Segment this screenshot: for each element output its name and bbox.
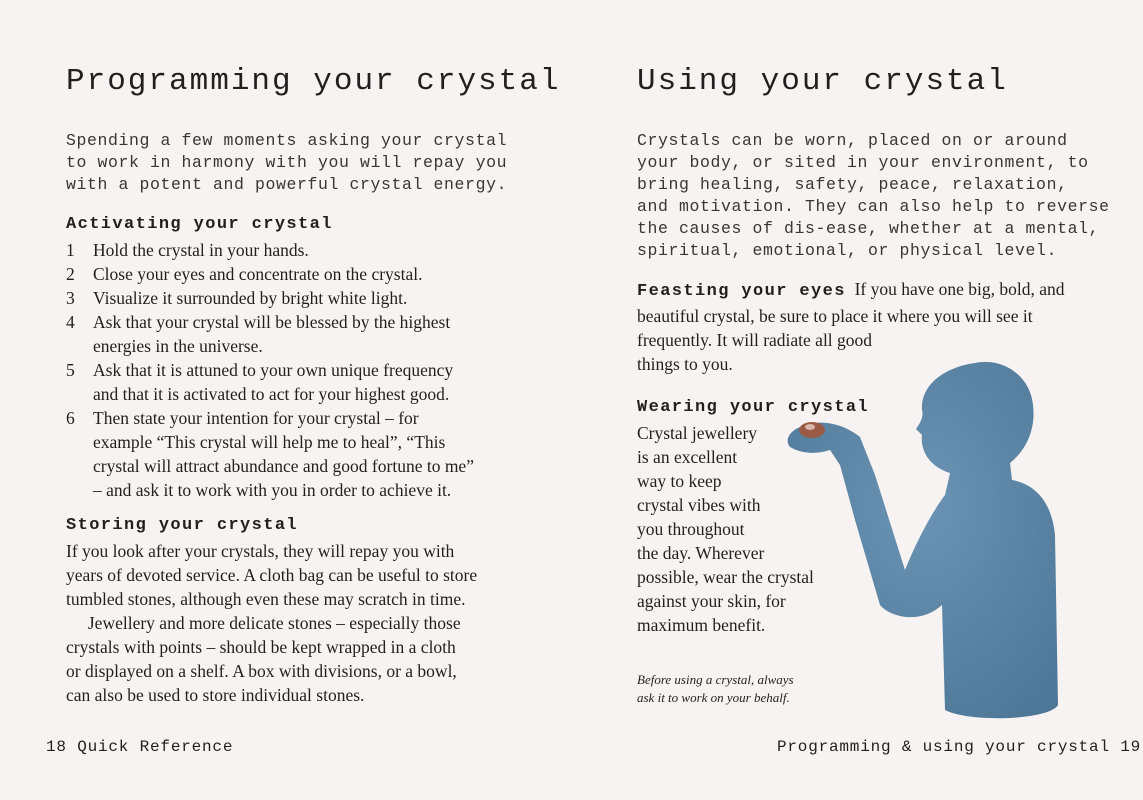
text-line: tumbled stones, although even these may scratch in time. bbox=[66, 589, 466, 609]
step-text: Hold the crystal in your hands. bbox=[93, 240, 309, 260]
text-line: spiritual, emotional, or physical level. bbox=[637, 241, 1058, 260]
right-intro bbox=[637, 130, 1110, 262]
step-number: 2 bbox=[66, 264, 75, 284]
text-line: If you look after your crystals, they will repay you with bbox=[66, 541, 455, 561]
left-intro bbox=[66, 130, 507, 196]
left-footer: 18 Quick Reference bbox=[46, 738, 234, 756]
caption bbox=[637, 671, 794, 707]
text-line: way to keep bbox=[637, 471, 722, 491]
step-text: – and ask it to work with you in order to achieve it. bbox=[93, 480, 452, 500]
step-text: Visualize it surrounded by bright white light. bbox=[93, 288, 408, 308]
activating-heading: Activating your crystal bbox=[66, 215, 333, 234]
feasting-heading: Feasting your eyes bbox=[637, 282, 846, 301]
text-line: years of devoted service. A cloth bag can be useful to store bbox=[66, 565, 478, 585]
step-text: Then state your intention for your crystal – for bbox=[93, 408, 419, 428]
right-footer: Programming & using your crystal 19 bbox=[777, 738, 1142, 756]
text-line: the causes of dis-ease, whether at a mental, bbox=[637, 219, 1100, 238]
text-line: Crystal jewellery bbox=[637, 423, 758, 443]
text-line: frequently. It will radiate all good bbox=[637, 330, 873, 350]
list-item bbox=[66, 406, 474, 502]
right-page-title: Using your crystal bbox=[637, 64, 1008, 99]
feasting-first-line: If you have one big, bold, and bbox=[854, 279, 1065, 299]
text-line: Jewellery and more delicate stones – especially those bbox=[66, 613, 461, 633]
text-line: beautiful crystal, be sure to place it where you will see it bbox=[637, 306, 1033, 326]
list-item bbox=[66, 238, 474, 262]
text-line: things to you. bbox=[637, 354, 733, 374]
step-number: 4 bbox=[66, 312, 75, 332]
step-number: 1 bbox=[66, 240, 75, 260]
step-number: 6 bbox=[66, 408, 75, 428]
activating-steps bbox=[66, 238, 474, 502]
text-line: with a potent and powerful crystal energy. bbox=[66, 175, 508, 194]
text-line: ask it to work on your behalf. bbox=[637, 690, 790, 705]
text-line: is an excellent bbox=[637, 447, 738, 467]
text-line: and motivation. They can also help to reverse bbox=[637, 197, 1110, 216]
list-item bbox=[66, 358, 474, 406]
list-item bbox=[66, 310, 474, 358]
text-line: the day. Wherever bbox=[637, 543, 765, 563]
text-line: or displayed on a shelf. A box with divisions, or a bowl, bbox=[66, 661, 457, 681]
text-line: possible, wear the crystal bbox=[637, 567, 814, 587]
storing-heading: Storing your crystal bbox=[66, 516, 299, 535]
step-text: example “This crystal will help me to heal”, “This bbox=[93, 432, 446, 452]
text-line: against your skin, for bbox=[637, 591, 786, 611]
list-item bbox=[66, 262, 474, 286]
text-line: maximum benefit. bbox=[637, 615, 766, 635]
step-text: energies in the universe. bbox=[93, 336, 263, 356]
step-text: and that it is activated to act for your highest good. bbox=[93, 384, 450, 404]
step-number: 5 bbox=[66, 360, 75, 380]
feasting-section bbox=[637, 277, 1065, 376]
text-line: bring healing, safety, peace, relaxation, bbox=[637, 175, 1068, 194]
text-line: Before using a crystal, always bbox=[637, 672, 794, 687]
step-text: Ask that your crystal will be blessed by the highest bbox=[93, 312, 451, 332]
step-text: crystal will attract abundance and good fortune to me” bbox=[93, 456, 474, 476]
left-page-title: Programming your crystal bbox=[66, 64, 561, 99]
list-item bbox=[66, 286, 474, 310]
step-text: Ask that it is attuned to your own unique frequency bbox=[93, 360, 454, 380]
text-line: Spending a few moments asking your crystal bbox=[66, 131, 508, 150]
storing-text bbox=[66, 539, 477, 707]
text-line: Crystals can be worn, placed on or around bbox=[637, 131, 1068, 150]
wearing-heading: Wearing your crystal bbox=[637, 398, 870, 417]
text-line: crystal vibes with bbox=[637, 495, 761, 515]
step-number: 3 bbox=[66, 288, 75, 308]
step-text: Close your eyes and concentrate on the crystal. bbox=[93, 264, 423, 284]
text-line: crystals with points – should be kept wrapped in a cloth bbox=[66, 637, 456, 657]
text-line: can also be used to store individual stones. bbox=[66, 685, 365, 705]
text-line: you throughout bbox=[637, 519, 745, 539]
wearing-text bbox=[637, 421, 814, 637]
text-line: to work in harmony with you will repay you bbox=[66, 153, 508, 172]
text-line: your body, or sited in your environment, to bbox=[637, 153, 1089, 172]
